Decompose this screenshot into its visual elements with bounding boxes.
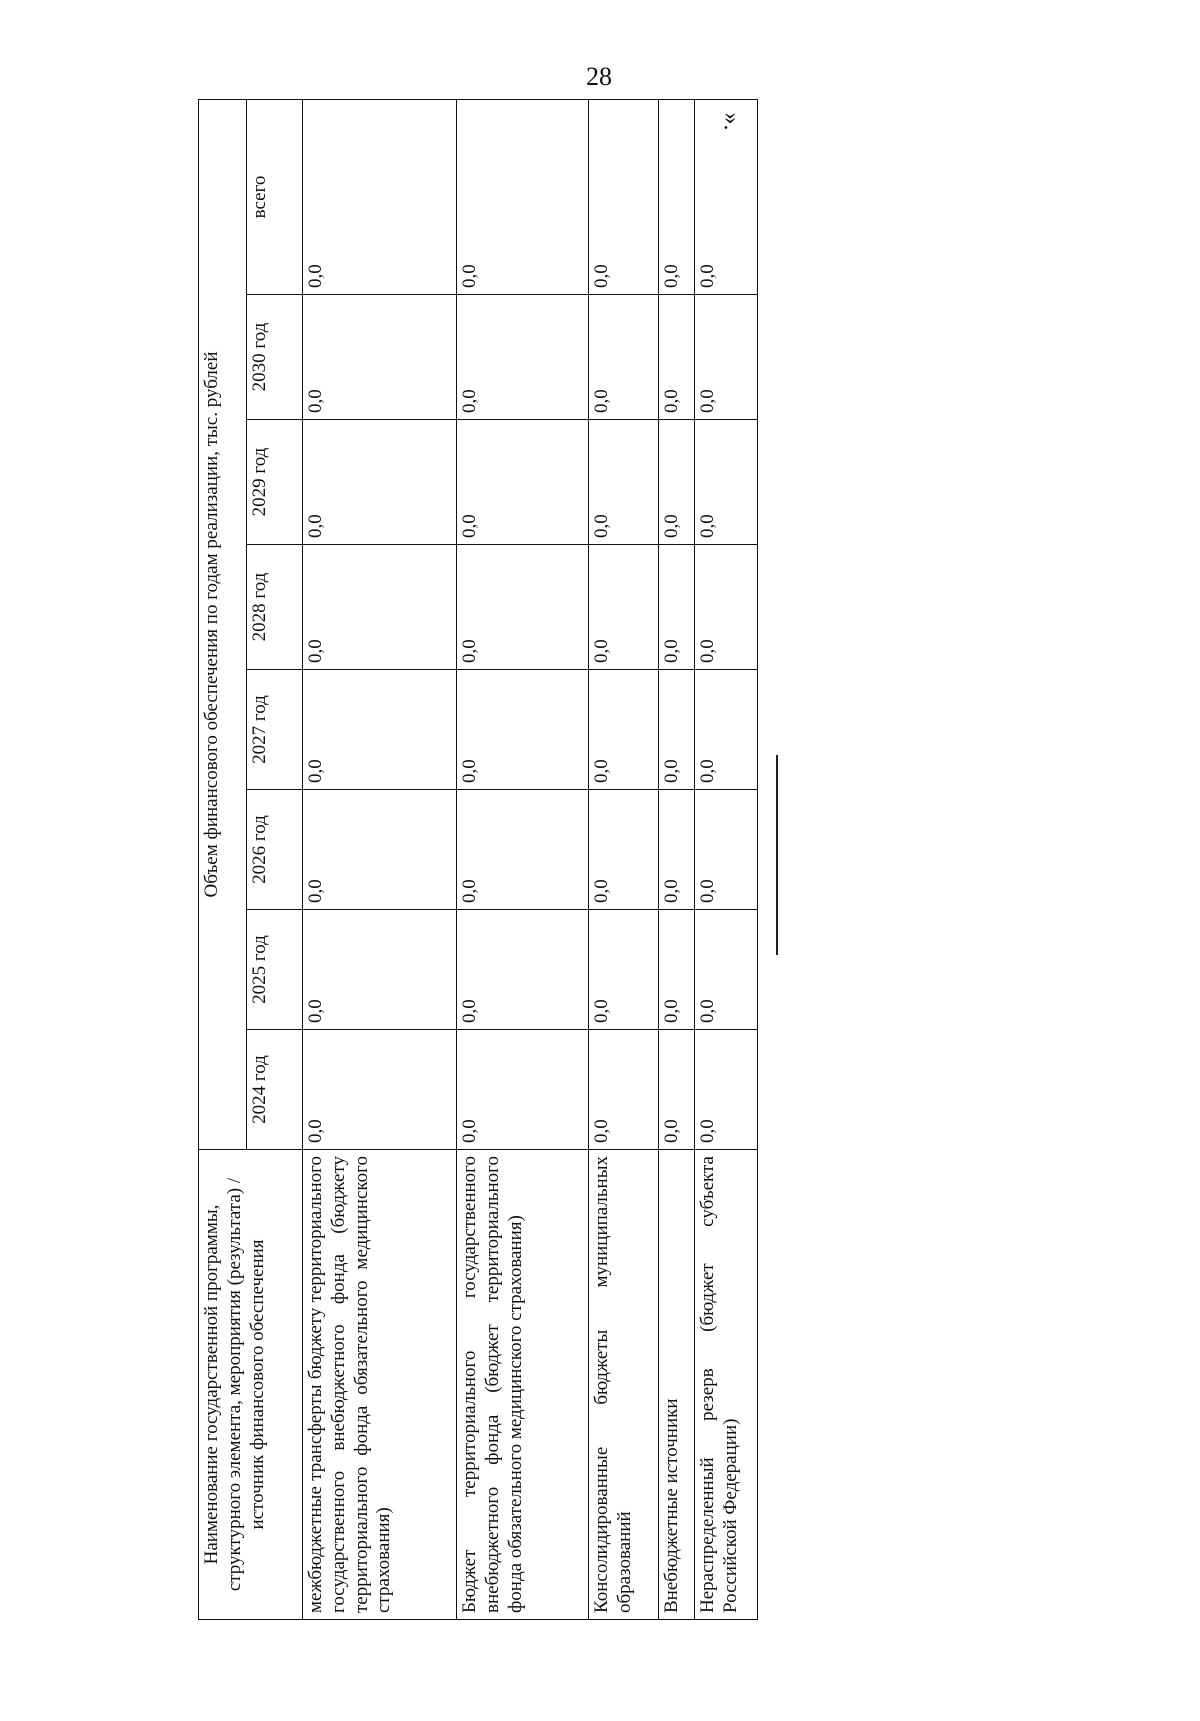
table-row xyxy=(695,99,758,1619)
closing-quote-mark: ». xyxy=(718,112,745,131)
value-cell: 0,0 xyxy=(695,1030,758,1150)
table-row xyxy=(303,99,457,1619)
table-row xyxy=(457,99,589,1619)
value-cell: 0,0 xyxy=(659,1030,695,1150)
value-cell: 0,0 xyxy=(695,420,758,545)
value-cell: 0,0 xyxy=(589,790,659,910)
value-cell: 0,0 xyxy=(659,790,695,910)
value-cell: 0,0 xyxy=(457,295,589,420)
funding-source-cell: Бюджет территориального государственного внебюджетного фонда (бюджет территориального фонда обязательного медицинского страхования) xyxy=(457,1150,589,1620)
value-cell: 0,0 xyxy=(695,99,758,294)
value-cell: 0,0 xyxy=(659,99,695,294)
funding-source-cell: межбюджетные трансферты бюджету территориального государственного внебюджетного фонда (бюджету территориального фонда обязательного медицинского страхования) xyxy=(303,1150,457,1620)
value-cell: 0,0 xyxy=(589,99,659,294)
total-header: всего xyxy=(247,99,303,294)
value-cell: 0,0 xyxy=(589,910,659,1030)
table-rotator xyxy=(198,100,758,1620)
value-cell: 0,0 xyxy=(695,545,758,670)
value-cell: 0,0 xyxy=(695,670,758,790)
funding-source-cell: Внебюджетные источники xyxy=(659,1150,695,1620)
funding-source-cell: Нераспределенный резерв (бюджет субъекта Российской Федерации) xyxy=(695,1150,758,1620)
name-column-header: Наименование государственной программы, структурного элемента, мероприятия (результата) / источник финансового обеспечения xyxy=(199,1150,303,1620)
value-cell: 0,0 xyxy=(695,295,758,420)
value-cell: 0,0 xyxy=(659,545,695,670)
value-cell: 0,0 xyxy=(303,670,457,790)
value-cell: 0,0 xyxy=(659,420,695,545)
value-cell: 0,0 xyxy=(589,420,659,545)
value-cell: 0,0 xyxy=(695,910,758,1030)
value-cell: 0,0 xyxy=(303,99,457,294)
rotated-table-frame xyxy=(198,100,758,1620)
value-cell: 0,0 xyxy=(457,99,589,294)
value-cell: 0,0 xyxy=(303,790,457,910)
year-header: 2025 год xyxy=(247,910,303,1030)
value-cell: 0,0 xyxy=(589,545,659,670)
value-cell: 0,0 xyxy=(589,295,659,420)
value-cell: 0,0 xyxy=(659,910,695,1030)
value-cell: 0,0 xyxy=(695,790,758,910)
year-header: 2027 год xyxy=(247,670,303,790)
year-header: 2030 год xyxy=(247,295,303,420)
value-cell: 0,0 xyxy=(589,670,659,790)
year-header: 2024 год xyxy=(247,1030,303,1150)
year-header: 2029 год xyxy=(247,420,303,545)
value-cell: 0,0 xyxy=(457,670,589,790)
financing-group-header: Объем финансового обеспечения по годам реализации, тыс. рублей xyxy=(199,99,247,1149)
value-cell: 0,0 xyxy=(303,295,457,420)
table-row xyxy=(589,99,659,1619)
value-cell: 0,0 xyxy=(659,295,695,420)
value-cell: 0,0 xyxy=(303,1030,457,1150)
value-cell: 0,0 xyxy=(457,420,589,545)
year-header: 2026 год xyxy=(247,790,303,910)
value-cell: 0,0 xyxy=(303,545,457,670)
value-cell: 0,0 xyxy=(303,420,457,545)
funding-source-cell: Консолидированные бюджеты муниципальных образований xyxy=(589,1150,659,1620)
value-cell: 0,0 xyxy=(457,910,589,1030)
financing-table xyxy=(198,99,758,1620)
value-cell: 0,0 xyxy=(457,1030,589,1150)
value-cell: 0,0 xyxy=(457,545,589,670)
value-cell: 0,0 xyxy=(659,670,695,790)
table-row xyxy=(659,99,695,1619)
separator-line xyxy=(776,755,778,955)
year-header: 2028 год xyxy=(247,545,303,670)
value-cell: 0,0 xyxy=(303,910,457,1030)
value-cell: 0,0 xyxy=(589,1030,659,1150)
value-cell: 0,0 xyxy=(457,790,589,910)
page-number: 28 xyxy=(586,62,612,91)
